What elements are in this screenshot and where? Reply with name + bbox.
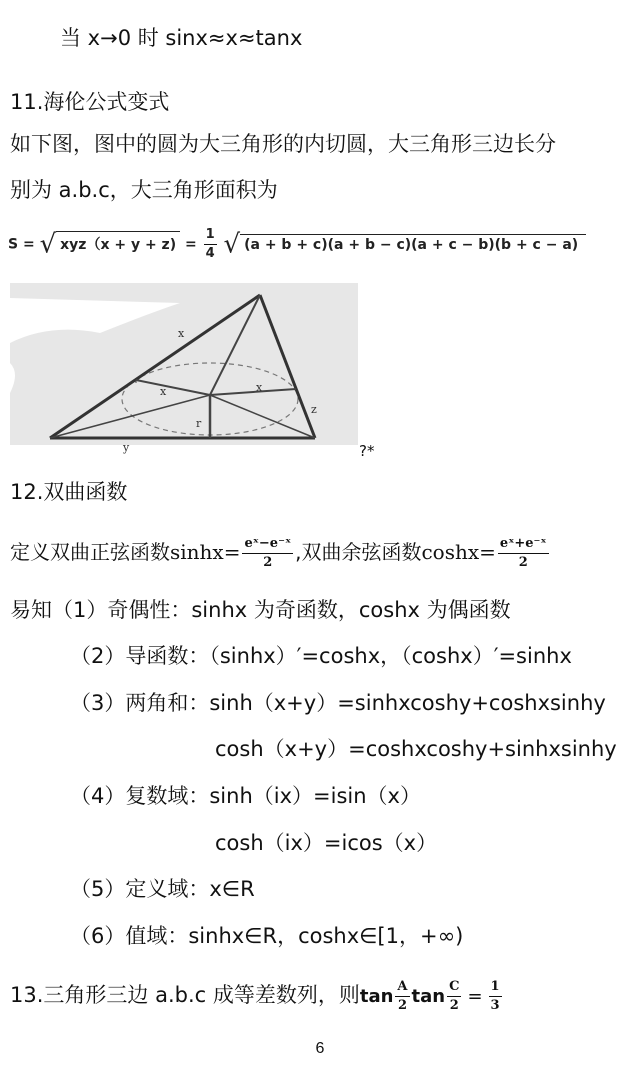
incircle-triangle-figure [10,283,358,454]
prop-complex-sinh: （4）复数域：sinh（ix）=isin（x） [70,784,421,808]
prop-range: （6）值域：sinhx∈R，coshx∈[1，+∞) [70,924,464,948]
prop-domain: （5）定义域：x∈R [70,877,255,901]
figure-caption: ?* [359,442,375,460]
sinh-num: eˣ−e⁻ˣ [242,535,293,554]
section-13 [10,978,504,1015]
label-x-right: x [256,381,263,394]
triangle-svg [10,283,358,454]
label-z: z [311,403,317,416]
hyperbolic-definition [10,535,551,572]
frac3-den: 3 [490,998,500,1013]
formula-sqrt-term: xyz（x + y + z) [56,231,180,254]
tan-2: tan [411,986,446,1007]
formula-frac-den: 4 [205,246,215,261]
frac-C-2 [447,978,461,1015]
formula-frac-num: 1 [204,226,217,245]
label-x-top: x [178,327,185,340]
prop-parity: 易知（1）奇偶性：sinhx 为奇函数，coshx 为偶函数 [10,598,511,622]
def-prefix: 定义双曲正弦函数 [10,540,170,564]
sinh-fraction [242,535,293,572]
section-11-text-line1: 如下图，图中的圆为大三角形的内切圆，大三角形三边长分 [10,132,556,156]
formula-quarter [204,226,217,263]
frac-1-3 [489,978,502,1015]
sqrt-sign: √ [39,229,57,260]
page-number: 6 [315,1040,325,1057]
formula-eq: = [184,236,197,253]
heron-formula [8,226,586,263]
section-11-text-line2: 别为 a.b.c，大三角形面积为 [10,178,278,202]
cosh-fraction [498,535,549,572]
section-12-heading: 12.双曲函数 [10,480,128,504]
frac1-num: A [395,978,409,997]
frac3-num: 1 [489,978,502,997]
label-x-left: x [160,385,167,398]
cosh-num: eˣ+e⁻ˣ [498,535,549,554]
section-11-heading: 11.海伦公式变式 [10,90,170,114]
label-r: r [196,417,202,430]
tan-1: tan [359,986,394,1007]
formula-lhs: S = [8,236,35,253]
cosh-den: 2 [518,555,528,570]
eq-sign: = [467,986,483,1007]
prop-addition-cosh: cosh（x+y）=coshxcoshy+sinhxsinhy [215,737,617,761]
section-13-text: 13.三角形三边 a.b.c 成等差数列，则 [10,983,360,1007]
cosh-name: coshx= [421,540,496,564]
sinh-name: sinhx= [170,540,241,564]
frac2-num: C [447,978,461,997]
sqrt-sign-2: √ [223,229,241,260]
prop-addition-sinh: （3）两角和：sinh（x+y）=sinhxcoshy+coshxsinhy [70,691,606,715]
formula-sqrt-term2: (a + b + c)(a + b − c)(a + c − b)(b + c − a) [240,234,586,253]
sinh-den: 2 [263,555,273,570]
prop-derivative: （2）导函数：（sinhx）′=coshx，（coshx）′=sinhx [70,644,572,668]
frac-A-2 [395,978,409,1015]
frac2-den: 2 [449,998,459,1013]
label-y: y [123,441,130,454]
def-mid: ,双曲余弦函数 [295,540,422,564]
prop-complex-cosh: cosh（ix）=icos（x） [215,831,438,855]
limit-note: 当 x→0 时 sinx≈x≈tanx [60,26,303,50]
frac1-den: 2 [397,998,407,1013]
